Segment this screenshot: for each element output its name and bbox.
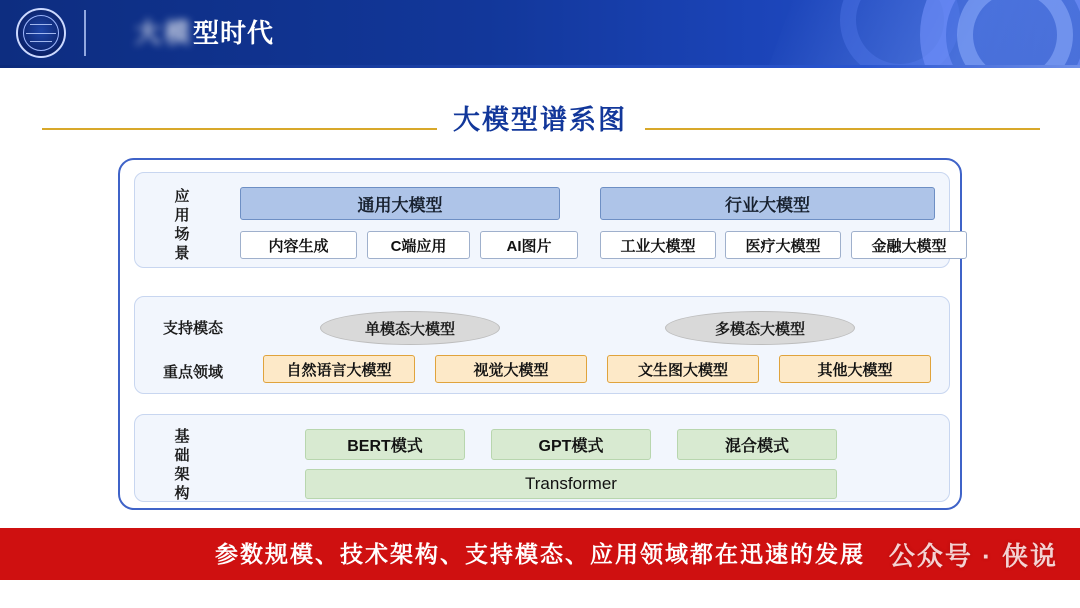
- node-medical-large-model[interactable]: 医疗大模型: [725, 231, 841, 259]
- label-char: 场: [174, 226, 190, 243]
- modality-layer-panel: [134, 296, 950, 394]
- node-financial-large-model[interactable]: 金融大模型: [851, 231, 967, 259]
- label-char: 构: [174, 485, 190, 502]
- node-transformer[interactable]: Transformer: [305, 469, 837, 499]
- page-title: 大模型谱系图: [453, 105, 627, 135]
- node-ai-image[interactable]: AI图片: [480, 231, 578, 259]
- label-char: 基: [174, 428, 190, 445]
- gear-icon-large: [920, 0, 1080, 65]
- node-nlp-large-model[interactable]: 自然语言大模型: [263, 355, 415, 383]
- key-domain-label: 重点领域: [163, 364, 224, 381]
- header-divider: [84, 10, 86, 56]
- label-char: 架: [174, 466, 190, 483]
- footer-text: 参数规模、技术架构、支持模态、应用领域都在迅速的发展: [215, 541, 865, 567]
- node-bert-pattern[interactable]: BERT模式: [305, 429, 465, 460]
- slide-header: [0, 0, 1080, 65]
- label-char: 础: [174, 447, 190, 464]
- node-gpt-pattern[interactable]: GPT模式: [491, 429, 651, 460]
- header-title-text: 型时代: [193, 18, 275, 48]
- header-bottom-rule: [0, 65, 1080, 68]
- node-industrial-large-model[interactable]: 工业大模型: [600, 231, 716, 259]
- bottom-strip: [0, 580, 1080, 608]
- application-layer-label: [171, 187, 193, 263]
- diagram-container: [118, 158, 962, 510]
- node-content-generation[interactable]: 内容生成: [240, 231, 357, 259]
- node-hybrid-pattern[interactable]: 混合模式: [677, 429, 837, 460]
- application-layer-panel: [134, 172, 950, 268]
- node-consumer-application[interactable]: C端应用: [367, 231, 470, 259]
- node-multi-modal-model[interactable]: 多模态大模型: [665, 311, 855, 345]
- foundation-layer-panel: [134, 414, 950, 502]
- institution-logo: [16, 8, 66, 58]
- node-vision-large-model[interactable]: 视觉大模型: [435, 355, 587, 383]
- node-single-modal-model[interactable]: 单模态大模型: [320, 311, 500, 345]
- supported-modality-label: 支持模态: [163, 320, 224, 337]
- label-char: 景: [174, 245, 190, 262]
- title-rule-right: [645, 128, 1040, 130]
- node-general-large-model[interactable]: 通用大模型: [240, 187, 560, 220]
- logo-globe-icon: [26, 24, 56, 42]
- label-char: 应: [174, 188, 190, 205]
- title-rule-left: [42, 128, 437, 130]
- node-industry-large-model[interactable]: 行业大模型: [600, 187, 935, 220]
- header-title: [135, 14, 535, 52]
- header-title-blurred: 大模: [135, 18, 194, 48]
- label-char: 用: [174, 207, 190, 224]
- node-text-to-image-large-model[interactable]: 文生图大模型: [607, 355, 759, 383]
- watermark: 公众号 · 侠说: [888, 541, 1058, 571]
- foundation-layer-label: [171, 427, 193, 503]
- node-other-large-model[interactable]: 其他大模型: [779, 355, 931, 383]
